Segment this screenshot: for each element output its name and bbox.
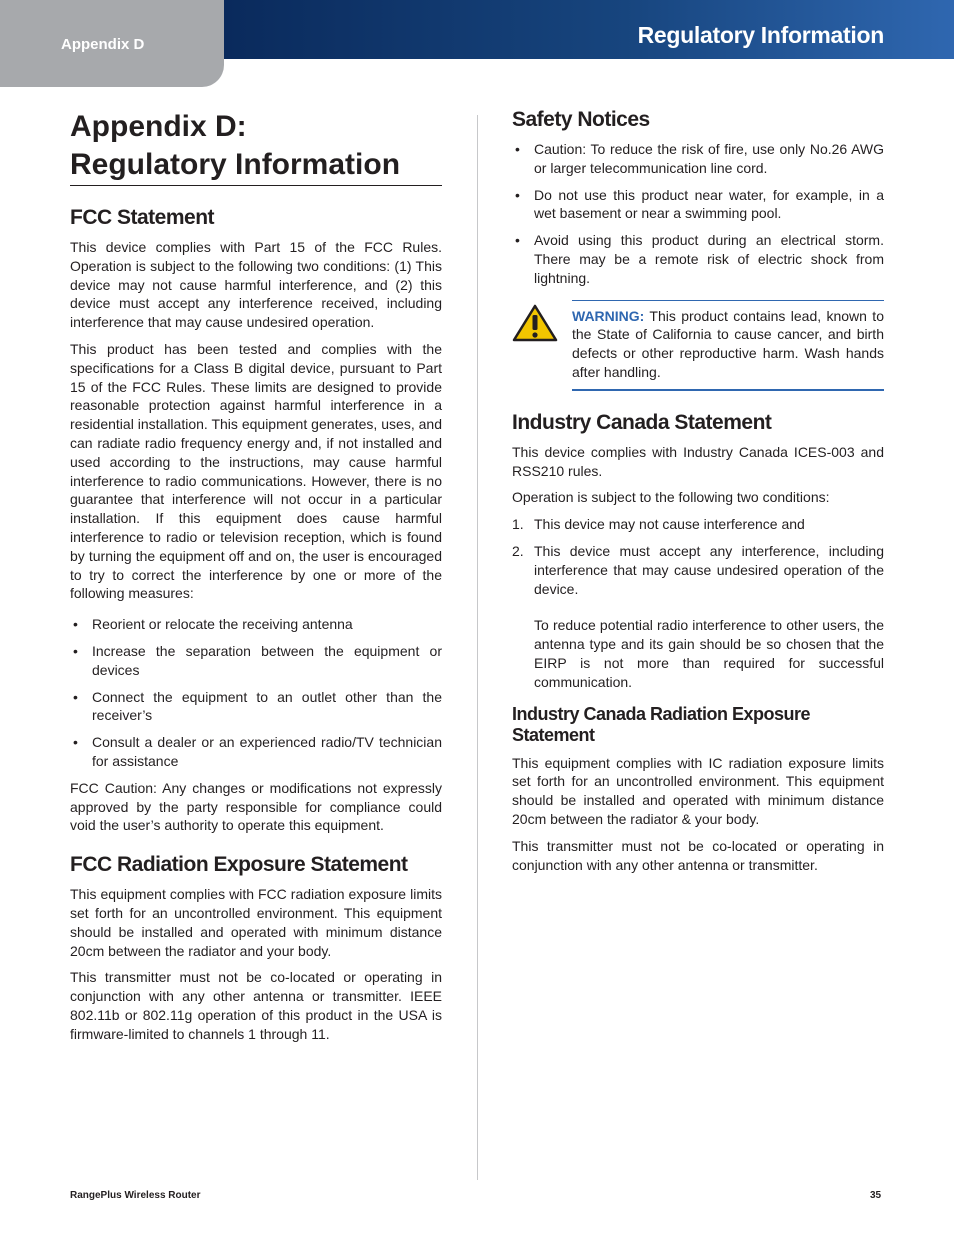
header-bar [224,0,954,59]
footer-product-name: RangePlus Wireless Router [70,1190,201,1201]
ic-paragraph-1: This device complies with Industry Canada ICES-003 and RSS210 rules. [512,443,884,479]
list-item [512,515,884,534]
ic-conditions-list [512,515,884,691]
section-tab [0,0,224,87]
warning-label: WARNING: [572,307,645,324]
list-item: • Connect the equipment to an outlet other than the receiver’s [70,688,442,726]
ic-radiation-heading: Industry Canada Radiation Exposure Statement [512,703,811,745]
warning-box [572,300,884,391]
list-text: This device may not cause interference and [534,516,805,533]
safety-list [512,140,884,288]
list-item: • Reorient or relocate the receiving antenna [70,615,442,634]
left-column [70,108,442,1051]
fcc-statement-heading: FCC Statement [70,206,215,229]
warning-callout [512,300,884,391]
list-item: • Increase the separation between the equipment or devices [70,642,442,680]
section-tab-label: Appendix D [61,36,145,53]
ic-radiation-paragraph-2: This transmitter must not be co-located or operating in conjunction with any other antenna or transmitter. [512,837,884,873]
warning-triangle-icon [512,304,558,342]
page-title [70,108,442,186]
list-item: • Caution: To reduce the risk of fire, use only No.26 AWG or larger telecommunication line cord. [512,140,884,178]
safety-notices-heading: Safety Notices [512,108,650,131]
radiation-paragraph-1: This equipment complies with FCC radiation exposure limits set forth for an uncontrolled environment. This equipment should be installed and operated with minimum distance 20cm between the radiator and your body. [70,886,442,959]
ic-note: To reduce potential radio interference to other users, the antenna type and its gain should be so chosen that the EIRP is not more than required for successful communication. [534,617,884,690]
list-item: • Do not use this product near water, for example, in a wet basement or near a swimming pool. [512,186,884,224]
list-number: 1. [512,516,524,533]
header-section-title: Regulatory Information [637,22,884,48]
warning-text: This product contains lead, known to the State of California to cause cancer, and birth defects or other reproductive harm. Wash hands after handling. [572,307,884,380]
fcc-measures-list [70,615,442,771]
fcc-paragraph-2: This product has been tested and complies with the specifications for a Class B digital device, pursuant to Part 15 of the FCC Rules. These limits are designed to provide reasonable protection against harmful interference in a residential installation. This equipment generates, uses, and can radiate radio frequency energy and, if not installed and used according to the instructions, may cause harmful interference to radio communications. However, there is no guarantee that interference will not occur in a particular installation. If this equipment does cause harmful interference to radio or television reception, which is found by turning the equipment off and on, the user is encouraged to try to correct the interference by one or more of the following measures: [70,340,442,602]
radiation-paragraph-2: This transmitter must not be co-located or operating in conjunction with any other antenna or transmitter. IEEE 802.11b or 802.11g operation of this product in the USA is firmware-limited to channels 1 through 11. [70,969,442,1042]
industry-canada-heading: Industry Canada Statement [512,410,772,434]
column-divider [477,115,478,1180]
page-title-line2: Regulatory Information [70,148,401,181]
list-item: • Avoid using this product during an electrical storm. There may be a remote risk of electric shock from lightning. [512,231,884,287]
ic-radiation-paragraph-1: This equipment complies with IC radiation exposure limits set forth for an uncontrolled environment. This equipment should be installed and operated with minimum distance 20cm between the radiator & your body. [512,754,884,827]
fcc-radiation-heading: FCC Radiation Exposure Statement [70,853,408,877]
list-text: This device must accept any interference, including interference that may cause undesired operation of the device. [534,542,884,597]
right-column [512,108,884,882]
fcc-caution: FCC Caution: Any changes or modifications not expressly approved by the party responsible for compliance could void the user’s authority to operate this equipment. [70,779,442,834]
fcc-paragraph-1: This device complies with Part 15 of the FCC Rules. Operation is subject to the following two conditions: (1) This device may not cause harmful interference, and (2) this device must accept any interference received, including interference that may cause undesired operation. [70,239,442,331]
page-title-line1: Appendix D: [70,110,247,143]
ic-paragraph-2: Operation is subject to the following two conditions: [512,489,830,506]
list-item [512,542,884,692]
list-item: • Consult a dealer or an experienced radio/TV technician for assistance [70,733,442,771]
list-number: 2. [512,542,524,559]
footer-page-number: 35 [870,1190,882,1201]
